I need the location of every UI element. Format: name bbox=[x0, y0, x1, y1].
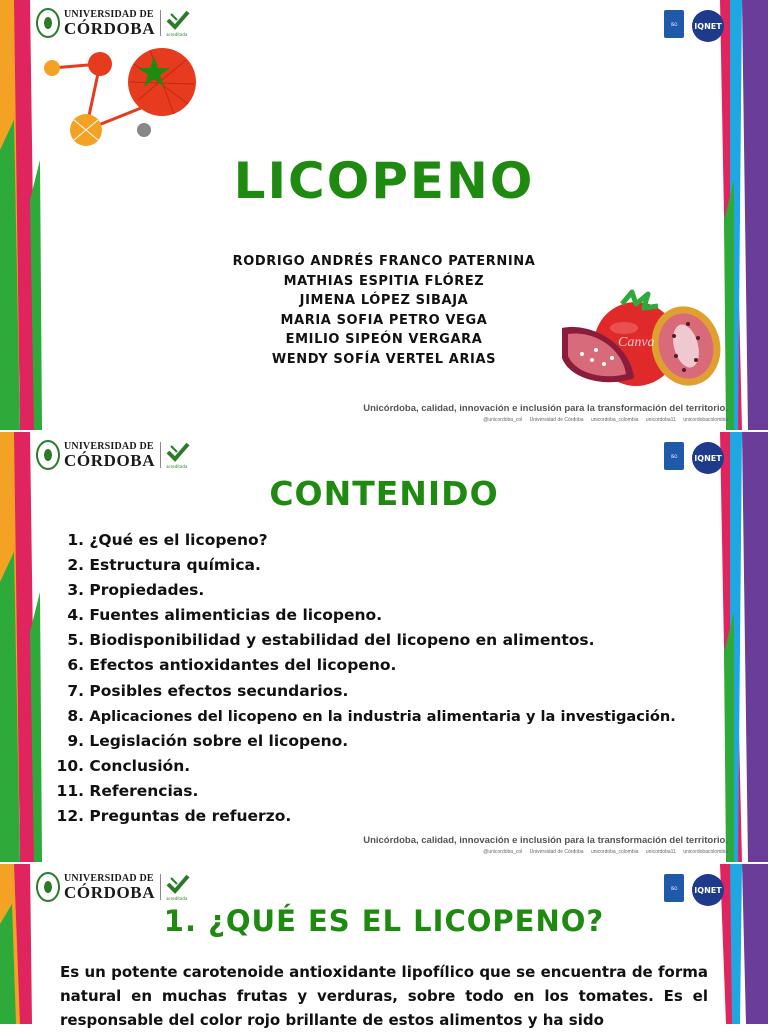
item-text: Posibles efectos secundarios. bbox=[89, 681, 349, 700]
list-item bbox=[56, 779, 676, 804]
accreditation-check-icon bbox=[166, 874, 190, 900]
slide2-title: CONTENIDO bbox=[269, 474, 499, 513]
icontec-badge-icon: ISO bbox=[664, 442, 684, 470]
list-item bbox=[56, 628, 676, 653]
certification-badges bbox=[664, 10, 724, 42]
item-number: 4. bbox=[67, 606, 84, 625]
accreditation-check-icon bbox=[166, 442, 190, 468]
footer-socials bbox=[363, 417, 728, 423]
canva-watermark: Canva bbox=[618, 335, 655, 350]
footer-socials bbox=[363, 849, 728, 855]
icontec-badge-icon: ISO bbox=[664, 874, 684, 902]
accreditation-caption: acreditada bbox=[166, 464, 188, 469]
slide-title bbox=[0, 0, 768, 430]
iqnet-badge: IQNET bbox=[692, 874, 724, 906]
item-number: 3. bbox=[67, 581, 84, 600]
university-logo bbox=[36, 872, 190, 902]
university-logo bbox=[36, 8, 190, 38]
logo-line2: CÓRDOBA bbox=[64, 450, 156, 470]
fruit-illustration bbox=[552, 288, 728, 392]
instagram-handle: unicordoba_colombia bbox=[590, 417, 639, 423]
item-text: Propiedades. bbox=[89, 581, 205, 600]
contents-list bbox=[56, 528, 676, 829]
item-text: Fuentes alimenticias de licopeno. bbox=[89, 606, 383, 625]
university-seal-icon bbox=[36, 8, 60, 38]
slide1-footer bbox=[363, 403, 728, 423]
iqnet-badge: IQNET bbox=[692, 10, 724, 42]
facebook-handle: Universidad de Córdoba bbox=[529, 417, 584, 423]
icontec-badge-icon: ISO bbox=[664, 10, 684, 38]
iqnet-badge: IQNET bbox=[692, 442, 724, 474]
certification-badges bbox=[664, 442, 724, 474]
logo-line1: UNIVERSIDAD DE bbox=[64, 872, 154, 884]
tiktok-handle: unicordobacolombia bbox=[683, 849, 728, 855]
item-text: ¿Qué es el licopeno? bbox=[89, 531, 268, 549]
list-item bbox=[56, 704, 676, 729]
author-name: MARIA SOFIA PETRO VEGA bbox=[280, 312, 488, 328]
accreditation-caption: acreditada bbox=[166, 32, 188, 37]
right-stripes-decoration bbox=[720, 864, 768, 1024]
author-name: JIMENA LÓPEZ SIBAJA bbox=[299, 293, 469, 308]
item-text: Efectos antioxidantes del licopeno. bbox=[89, 656, 397, 675]
youtube-handle: unicordoba11 bbox=[645, 417, 676, 423]
item-text: Conclusión. bbox=[89, 756, 191, 775]
item-number: 6. bbox=[67, 656, 84, 675]
footer-motto: Unicórdoba, calidad, innovación e inclusión para la transformación del territorio. bbox=[363, 835, 728, 846]
list-item bbox=[56, 603, 676, 628]
youtube-handle: unicordoba11 bbox=[645, 849, 676, 855]
accreditation-caption: acreditada bbox=[166, 896, 188, 901]
logo-line2: CÓRDOBA bbox=[64, 882, 156, 902]
facebook-handle: Universidad de Córdoba bbox=[529, 849, 584, 855]
university-seal-icon bbox=[36, 872, 60, 902]
item-number: 10. bbox=[56, 756, 84, 775]
footer-motto: Unicórdoba, calidad, innovación e inclusión para la transformación del territorio. bbox=[363, 403, 728, 414]
list-item bbox=[56, 528, 676, 553]
slide2-footer bbox=[363, 835, 728, 855]
list-item bbox=[56, 679, 676, 704]
author-name: WENDY SOFÍA VERTEL ARIAS bbox=[271, 351, 497, 367]
university-seal-icon bbox=[36, 440, 60, 470]
list-item bbox=[56, 553, 676, 578]
item-text: Legislación sobre el licopeno. bbox=[89, 731, 349, 750]
instagram-handle: unicordoba_colombia bbox=[590, 849, 639, 855]
item-number: 7. bbox=[67, 681, 84, 700]
slide1-title: LICOPENO bbox=[233, 152, 535, 210]
tiktok-handle: unicordobacolombia bbox=[683, 417, 728, 423]
item-number: 12. bbox=[56, 807, 84, 826]
item-text: Biodisponibilidad y estabilidad del licopeno en alimentos. bbox=[89, 631, 595, 650]
item-text: Preguntas de refuerzo. bbox=[89, 807, 292, 826]
molecule-tomato-illustration bbox=[38, 44, 208, 154]
logo-line2: CÓRDOBA bbox=[64, 18, 156, 38]
item-number: 11. bbox=[56, 781, 84, 800]
item-text: Estructura química. bbox=[89, 556, 261, 575]
item-number: 5. bbox=[67, 631, 84, 650]
certification-badges bbox=[664, 874, 724, 906]
author-name: EMILIO SIPEÓN VERGARA bbox=[285, 332, 483, 347]
item-number: 8. bbox=[67, 706, 84, 725]
list-item bbox=[56, 653, 676, 678]
item-number: 9. bbox=[67, 731, 84, 750]
item-number: 1. bbox=[67, 531, 84, 549]
twitter-handle: @unicordoba_col bbox=[483, 849, 523, 855]
author-name: MATHIAS ESPITIA FLÓREZ bbox=[283, 273, 485, 289]
author-name: RODRIGO ANDRÉS FRANCO PATERNINA bbox=[232, 254, 536, 269]
university-logo bbox=[36, 440, 190, 470]
item-number: 2. bbox=[67, 556, 84, 575]
item-text: Aplicaciones del licopeno en la industria alimentaria y la investigación. bbox=[89, 707, 676, 725]
twitter-handle: @unicordoba_col bbox=[483, 417, 523, 423]
item-text: Referencias. bbox=[89, 781, 199, 800]
intro-paragraph: Es un potente carotenoide antioxidante lipofílico que se encuentra de forma natural en muchas frutas y verduras, sobre todo en los tomates. Es el responsable del color rojo brillante de estos alimentos y ha sido bbox=[60, 963, 708, 1029]
list-item bbox=[56, 804, 676, 829]
list-item bbox=[56, 578, 676, 603]
slide3-title: 1. ¿QUÉ ES EL LICOPENO? bbox=[163, 904, 605, 938]
accreditation-check-icon bbox=[166, 10, 190, 36]
list-item bbox=[56, 754, 676, 779]
list-item bbox=[56, 729, 676, 754]
logo-line1: UNIVERSIDAD DE bbox=[64, 440, 154, 452]
logo-line1: UNIVERSIDAD DE bbox=[64, 8, 154, 20]
